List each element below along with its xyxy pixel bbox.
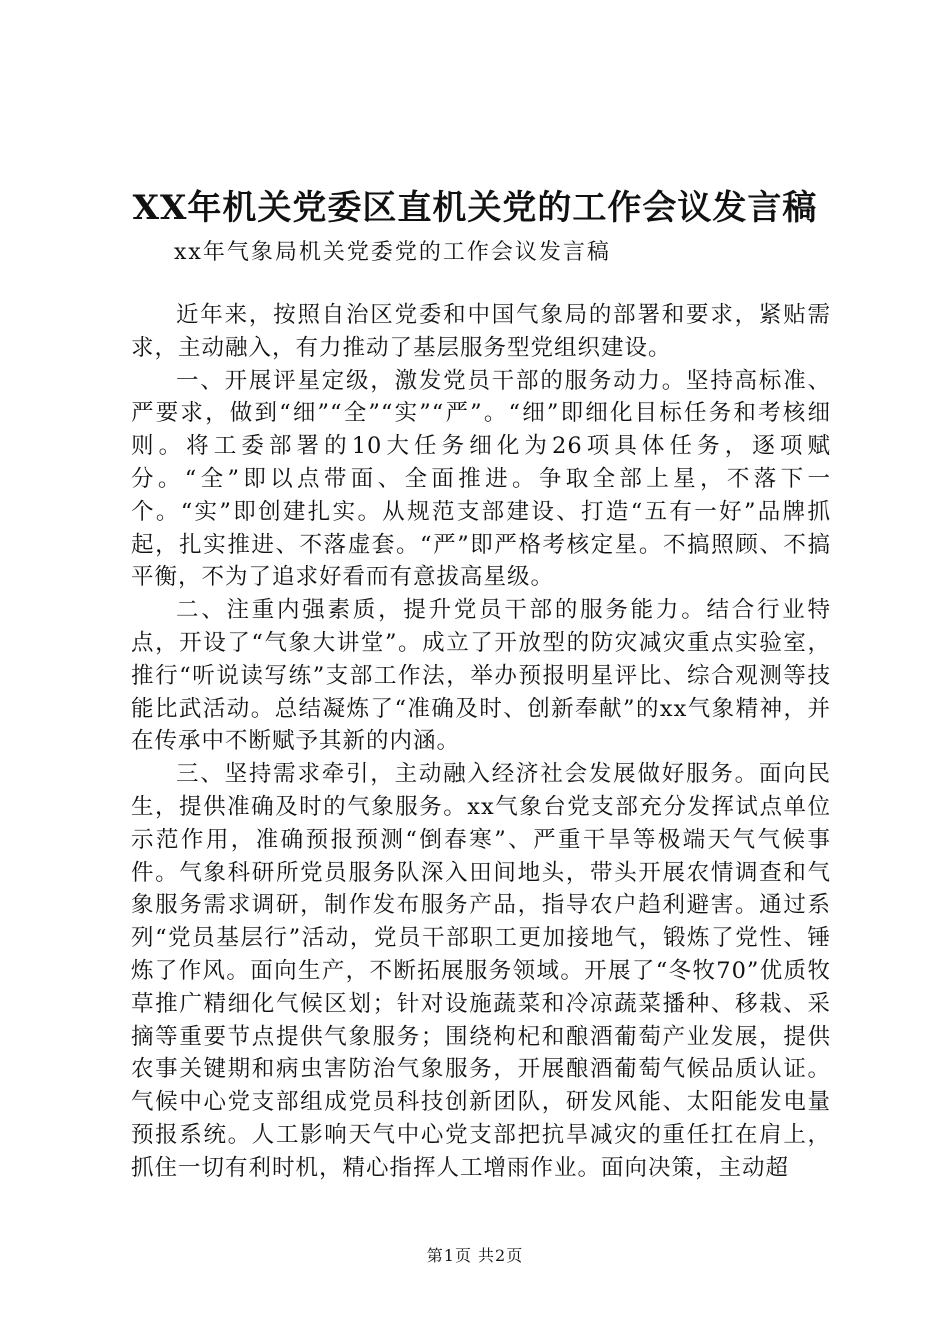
body-paragraph: 一、开展评星定级，激发党员干部的服务动力。坚持高标准、严要求，做到“细”“全”“实”“严”。“细”即细化目标任务和考核细则。将工委部署的10大任务细化为26项具体任务，逐项赋分。“全”即以点带面、全面推进。争取全部上星，不落下一个。“实”即创建扎实。从规范支部建设、打造“五有一好”品牌抓起，扎实推进、不落虚套。“严”即严格考核定星。不搞照顾、不搞平衡，不为了追求好看而有意拔高星级。	[131, 367, 831, 591]
body-paragraph: 二、注重内强素质，提升党员干部的服务能力。结合行业特点，开设了“气象大讲堂”。成立了开放型的防灾减灾重点实验室，推行“听说读写练”支部工作法，举办预报明星评比、综合观测等技能比武活动。总结凝炼了“准确及时、创新奉献”的xx气象精神，并在传承中不断赋予其新的内涵。	[131, 597, 831, 755]
body-paragraph: 近年来，按照自治区党委和中国气象局的部署和要求，紧贴需求，主动融入，有力推动了基层服务型党组织建设。	[131, 302, 831, 361]
document-body	[131, 299, 831, 1185]
page-number-footer: 第1页 共2页	[426, 1246, 524, 1265]
document-title: XX年机关党委区直机关党的工作会议发言稿	[132, 188, 818, 228]
document-subtitle: xx年气象局机关党委党的工作会议发言稿	[174, 240, 611, 265]
body-paragraph: 三、坚持需求牵引，主动融入经济社会发展做好服务。面向民生，提供准确及时的气象服务。xx气象台党支部充分发挥试点单位示范作用，准确预报预测“倒春寒”、严重干旱等极端天气气候事件。气象科研所党员服务队深入田间地头，带头开展农情调查和气象服务需求调研，制作发布服务产品，指导农户趋利避害。通过系列“党员基层行”活动，党员干部职工更加接地气，锻炼了党性、锤炼了作风。面向生产，不断拓展服务领域。开展了“冬牧70”优质牧草推广精细化气候区划；针对设施蔬菜和冷凉蔬菜播种、移栽、采摘等重要节点提供气象服务；围绕枸杞和酿酒葡萄产业发展，提供农事关键期和病虫害防治气象服务，开展酿酒葡萄气候品质认证。气候中心党支部组成党员科技创新团队，研发风能、太阳能发电量预报系统。人工影响天气中心党支部把抗旱减灾的重任扛在肩上，抓住一切有利时机，精心指挥人工增雨作业。面向决策，主动超	[131, 761, 831, 1181]
